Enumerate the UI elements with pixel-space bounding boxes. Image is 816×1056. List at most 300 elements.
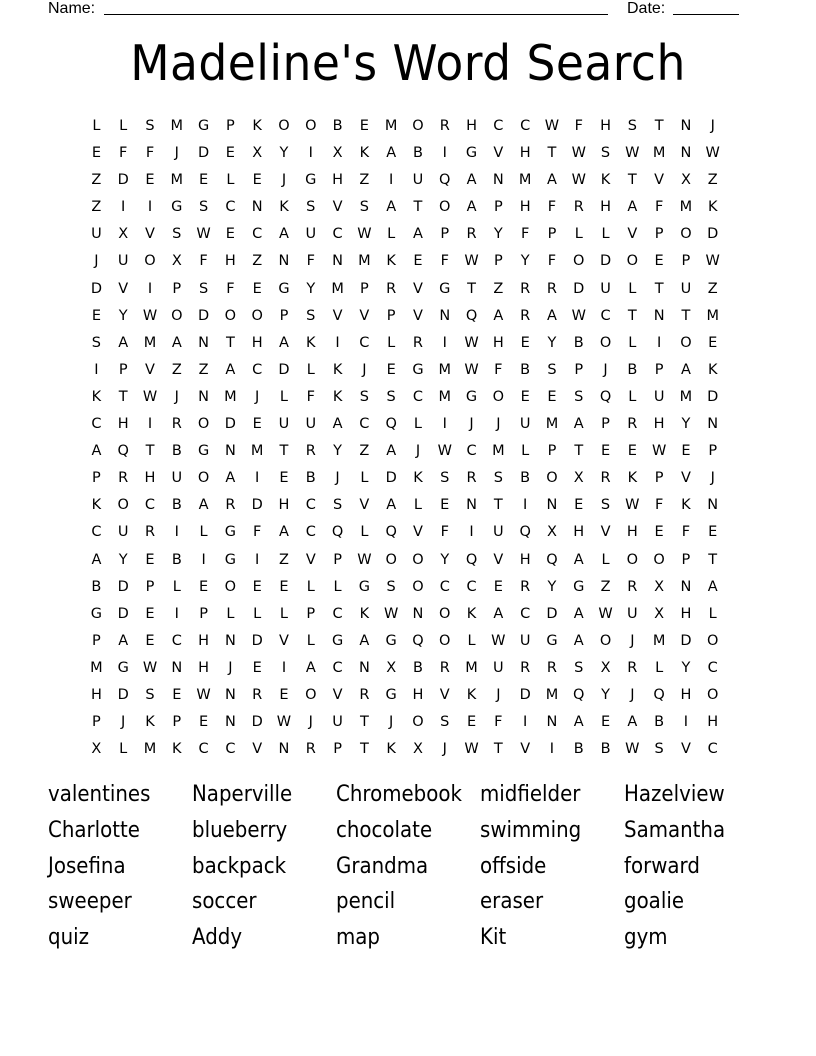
grid-letter[interactable]: J <box>255 388 260 405</box>
grid-letter[interactable]: E <box>520 388 530 405</box>
grid-letter[interactable]: X <box>171 253 182 270</box>
grid-letter[interactable]: O <box>224 307 237 324</box>
grid-letter[interactable]: C <box>707 741 718 758</box>
grid-letter[interactable]: U <box>332 714 343 731</box>
grid-letter[interactable]: I <box>389 172 394 189</box>
grid-letter[interactable]: U <box>171 470 183 487</box>
grid-letter[interactable]: Z <box>600 578 611 595</box>
grid-letter[interactable]: B <box>171 551 182 568</box>
grid-letter[interactable]: L <box>119 118 128 134</box>
grid-letter[interactable]: D <box>251 632 263 649</box>
grid-letter[interactable]: G <box>305 172 317 189</box>
grid-letter[interactable]: W <box>464 741 479 758</box>
grid-letter[interactable]: Y <box>520 253 530 270</box>
grid-letter[interactable]: P <box>92 714 101 731</box>
grid-letter[interactable]: Q <box>331 524 344 541</box>
grid-letter[interactable]: K <box>332 361 343 378</box>
grid-letter[interactable]: G <box>278 280 290 297</box>
grid-letter[interactable]: T <box>145 443 155 460</box>
grid-letter[interactable]: P <box>359 280 369 297</box>
grid-letter[interactable]: I <box>174 524 179 541</box>
grid-letter[interactable]: S <box>145 686 155 703</box>
grid-letter[interactable]: I <box>523 497 528 514</box>
grid-letter[interactable]: L <box>172 578 181 595</box>
grid-letter[interactable]: A <box>573 416 584 433</box>
grid-letter[interactable]: K <box>707 361 718 378</box>
grid-letter[interactable]: Y <box>440 551 450 568</box>
grid-letter[interactable]: H <box>144 470 156 487</box>
grid-letter[interactable]: E <box>627 443 637 460</box>
grid-letter[interactable]: C <box>332 226 343 243</box>
grid-letter[interactable]: E <box>145 605 155 622</box>
grid-letter[interactable]: U <box>519 632 531 649</box>
grid-letter[interactable]: A <box>386 497 397 514</box>
grid-letter[interactable]: L <box>628 280 637 297</box>
grid-letter[interactable]: P <box>547 443 557 460</box>
grid-letter[interactable]: M <box>170 172 184 189</box>
grid-letter[interactable]: G <box>385 686 397 703</box>
grid-letter[interactable]: O <box>385 551 397 568</box>
grid-letter[interactable]: C <box>332 605 343 622</box>
grid-letter[interactable]: Y <box>547 578 557 595</box>
grid-letter[interactable]: W <box>705 145 720 162</box>
grid-letter[interactable]: G <box>412 361 424 378</box>
grid-letter[interactable]: R <box>225 497 236 514</box>
grid-letter[interactable]: R <box>627 416 638 433</box>
grid-letter[interactable]: Z <box>359 172 370 189</box>
grid-letter[interactable]: F <box>440 253 449 270</box>
grid-letter[interactable]: V <box>332 686 343 703</box>
grid-letter[interactable]: E <box>359 118 369 134</box>
grid-letter[interactable]: J <box>281 172 287 189</box>
grid-letter[interactable]: W <box>357 551 372 568</box>
grid-letter[interactable]: A <box>386 443 397 460</box>
grid-letter[interactable]: W <box>571 172 586 189</box>
grid-letter[interactable]: S <box>386 388 396 405</box>
grid-letter[interactable]: P <box>199 605 208 622</box>
grid-letter[interactable]: H <box>600 199 611 216</box>
grid-letter[interactable]: H <box>653 416 665 433</box>
grid-letter[interactable]: L <box>467 632 476 649</box>
grid-letter[interactable]: M <box>492 443 505 460</box>
grid-letter[interactable]: B <box>573 334 584 351</box>
grid-letter[interactable]: R <box>439 118 450 134</box>
grid-letter[interactable]: R <box>412 334 423 351</box>
grid-letter[interactable]: T <box>118 388 128 405</box>
grid-letter[interactable]: E <box>91 145 101 162</box>
grid-letter[interactable]: C <box>305 497 316 514</box>
grid-letter[interactable]: W <box>276 714 292 731</box>
grid-letter[interactable]: A <box>627 199 638 216</box>
grid-letter[interactable]: U <box>600 280 611 297</box>
grid-letter[interactable]: Z <box>707 172 718 189</box>
grid-letter[interactable]: P <box>333 551 342 568</box>
grid-letter[interactable]: S <box>91 334 101 351</box>
grid-letter[interactable]: M <box>465 659 478 676</box>
grid-letter[interactable]: F <box>253 524 262 541</box>
grid-letter[interactable]: Y <box>333 443 342 460</box>
grid-letter[interactable]: D <box>251 714 263 731</box>
grid-letter[interactable]: O <box>573 253 585 270</box>
grid-letter[interactable]: R <box>305 443 316 460</box>
grid-letter[interactable]: A <box>627 714 638 731</box>
grid-letter[interactable]: R <box>118 470 129 487</box>
grid-letter[interactable]: D <box>117 686 129 703</box>
grid-letter[interactable]: P <box>386 307 396 324</box>
grid-letter[interactable]: X <box>252 145 263 162</box>
grid-letter[interactable]: S <box>574 388 584 405</box>
grid-letter[interactable]: L <box>387 226 396 243</box>
grid-letter[interactable]: T <box>467 280 476 297</box>
grid-letter[interactable]: S <box>493 470 503 487</box>
grid-letter[interactable]: P <box>493 199 503 216</box>
grid-letter[interactable]: A <box>359 632 370 649</box>
grid-letter[interactable]: D <box>599 253 612 270</box>
grid-letter[interactable]: P <box>172 280 182 297</box>
grid-letter[interactable]: V <box>680 470 691 487</box>
grid-letter[interactable]: C <box>439 578 450 595</box>
grid-letter[interactable]: S <box>198 280 209 297</box>
grid-letter[interactable]: M <box>250 443 264 460</box>
grid-letter[interactable]: Z <box>707 280 718 297</box>
grid-letter[interactable]: D <box>117 172 129 189</box>
grid-letter[interactable]: O <box>680 226 692 243</box>
grid-letter[interactable]: R <box>573 199 584 216</box>
grid-letter[interactable]: I <box>147 280 153 297</box>
grid-letter[interactable]: B <box>654 714 665 731</box>
grid-letter[interactable]: E <box>386 361 396 378</box>
grid-letter[interactable]: T <box>225 334 235 351</box>
grid-letter[interactable]: R <box>439 659 450 676</box>
grid-letter[interactable]: G <box>358 578 370 595</box>
grid-letter[interactable]: K <box>466 605 477 622</box>
grid-letter[interactable]: V <box>118 280 129 297</box>
grid-letter[interactable]: S <box>600 145 611 162</box>
grid-letter[interactable]: K <box>359 605 370 622</box>
grid-letter[interactable]: N <box>492 172 504 189</box>
grid-letter[interactable]: I <box>255 551 260 568</box>
grid-letter[interactable]: E <box>145 632 155 649</box>
grid-letter[interactable]: X <box>546 524 557 541</box>
grid-letter[interactable]: L <box>279 605 289 622</box>
grid-letter[interactable]: J <box>389 714 394 731</box>
grid-letter[interactable]: G <box>385 632 397 649</box>
grid-letter[interactable]: T <box>359 714 369 731</box>
grid-letter[interactable]: U <box>653 388 665 405</box>
grid-letter[interactable]: Q <box>465 551 478 568</box>
grid-letter[interactable]: D <box>573 280 585 297</box>
grid-letter[interactable]: P <box>654 470 664 487</box>
grid-letter[interactable]: T <box>413 199 423 216</box>
grid-letter[interactable]: R <box>386 280 397 297</box>
grid-letter[interactable]: E <box>199 714 209 731</box>
grid-letter[interactable]: J <box>710 118 715 134</box>
grid-letter[interactable]: Q <box>117 443 129 460</box>
grid-letter[interactable]: R <box>305 741 316 758</box>
grid-letter[interactable]: H <box>198 659 210 676</box>
grid-letter[interactable]: B <box>91 578 102 595</box>
grid-letter[interactable]: E <box>252 578 262 595</box>
grid-letter[interactable]: B <box>520 470 531 487</box>
grid-letter[interactable]: G <box>197 118 210 134</box>
grid-letter[interactable]: S <box>145 118 155 134</box>
grid-letter[interactable]: B <box>171 443 182 460</box>
grid-letter[interactable]: C <box>91 524 102 541</box>
grid-letter[interactable]: B <box>627 361 638 378</box>
grid-letter[interactable]: C <box>332 659 343 676</box>
grid-letter[interactable]: F <box>547 199 557 216</box>
grid-letter[interactable]: C <box>171 632 182 649</box>
grid-letter[interactable]: L <box>306 578 315 595</box>
grid-letter[interactable]: I <box>147 199 153 216</box>
grid-letter[interactable]: A <box>573 605 584 622</box>
grid-letter[interactable]: G <box>197 443 210 460</box>
grid-letter[interactable]: M <box>331 280 344 297</box>
grid-letter[interactable]: Z <box>493 280 504 297</box>
grid-letter[interactable]: E <box>600 443 611 460</box>
grid-letter[interactable]: W <box>142 307 158 324</box>
grid-letter[interactable]: P <box>654 361 664 378</box>
grid-letter[interactable]: U <box>493 659 504 676</box>
grid-letter[interactable]: E <box>600 714 611 731</box>
grid-letter[interactable]: V <box>332 307 343 324</box>
grid-letter[interactable]: H <box>466 118 477 134</box>
grid-letter[interactable]: C <box>412 388 424 405</box>
grid-letter[interactable]: T <box>627 307 637 324</box>
grid-letter[interactable]: S <box>306 199 316 216</box>
grid-letter[interactable]: G <box>465 388 478 405</box>
grid-letter[interactable]: L <box>333 578 342 595</box>
grid-letter[interactable]: C <box>144 497 156 514</box>
grid-letter[interactable]: E <box>91 307 101 324</box>
grid-letter[interactable]: Y <box>681 659 691 676</box>
grid-letter[interactable]: W <box>491 632 506 649</box>
grid-letter[interactable]: D <box>707 388 719 405</box>
grid-letter[interactable]: O <box>439 199 451 216</box>
grid-letter[interactable]: N <box>278 253 290 270</box>
grid-letter[interactable]: J <box>710 470 715 487</box>
grid-letter[interactable]: W <box>625 497 640 514</box>
grid-letter[interactable]: P <box>654 226 664 243</box>
grid-letter[interactable]: J <box>469 416 474 433</box>
grid-letter[interactable]: G <box>465 145 478 162</box>
grid-letter[interactable]: N <box>198 388 210 405</box>
grid-letter[interactable]: S <box>574 659 584 676</box>
grid-letter[interactable]: G <box>90 605 103 622</box>
grid-letter[interactable]: A <box>707 578 718 595</box>
grid-letter[interactable]: K <box>172 741 182 758</box>
grid-letter[interactable]: U <box>278 416 290 433</box>
grid-letter[interactable]: K <box>466 686 477 703</box>
grid-letter[interactable]: O <box>546 470 558 487</box>
grid-letter[interactable]: N <box>278 741 290 758</box>
date-field-line[interactable] <box>673 14 739 15</box>
grid-letter[interactable]: J <box>335 470 340 487</box>
grid-letter[interactable]: R <box>171 416 182 433</box>
grid-letter[interactable]: U <box>117 524 129 541</box>
grid-letter[interactable]: L <box>521 443 530 460</box>
grid-letter[interactable]: Z <box>359 443 370 460</box>
grid-letter[interactable]: I <box>281 659 287 676</box>
grid-letter[interactable]: I <box>469 524 474 541</box>
grid-letter[interactable]: Y <box>601 686 610 703</box>
grid-letter[interactable]: F <box>145 145 155 162</box>
grid-letter[interactable]: Y <box>493 226 503 243</box>
grid-letter[interactable]: D <box>546 605 558 622</box>
grid-letter[interactable]: I <box>442 416 447 433</box>
grid-letter[interactable]: R <box>627 578 638 595</box>
grid-letter[interactable]: E <box>574 497 584 514</box>
grid-letter[interactable]: N <box>680 118 692 134</box>
grid-letter[interactable]: W <box>437 443 452 460</box>
grid-letter[interactable]: F <box>494 361 503 378</box>
grid-letter[interactable]: N <box>439 307 451 324</box>
grid-letter[interactable]: O <box>412 578 424 595</box>
grid-letter[interactable]: L <box>253 605 262 622</box>
grid-letter[interactable]: S <box>600 497 611 514</box>
grid-letter[interactable]: E <box>708 334 718 351</box>
grid-letter[interactable]: P <box>708 443 718 460</box>
grid-letter[interactable]: T <box>547 145 557 162</box>
grid-letter[interactable]: N <box>224 686 236 703</box>
grid-letter[interactable]: Z <box>171 361 182 378</box>
grid-letter[interactable]: P <box>172 714 182 731</box>
grid-letter[interactable]: Y <box>118 307 128 324</box>
grid-letter[interactable]: N <box>412 605 424 622</box>
grid-letter[interactable]: H <box>412 686 424 703</box>
grid-letter[interactable]: E <box>252 172 262 189</box>
grid-letter[interactable]: U <box>680 280 692 297</box>
grid-letter[interactable]: T <box>493 497 503 514</box>
grid-letter[interactable]: K <box>332 388 343 405</box>
grid-letter[interactable]: Q <box>519 524 531 541</box>
grid-letter[interactable]: L <box>601 551 610 568</box>
grid-letter[interactable]: D <box>519 686 531 703</box>
grid-letter[interactable]: D <box>251 497 263 514</box>
grid-letter[interactable]: I <box>94 361 99 378</box>
grid-letter[interactable]: O <box>412 118 424 134</box>
grid-letter[interactable]: O <box>599 334 612 351</box>
grid-letter[interactable]: R <box>546 659 557 676</box>
grid-letter[interactable]: T <box>654 280 664 297</box>
grid-letter[interactable]: S <box>198 199 209 216</box>
grid-letter[interactable]: L <box>306 632 315 649</box>
grid-letter[interactable]: P <box>440 226 450 243</box>
grid-letter[interactable]: A <box>279 334 289 351</box>
grid-letter[interactable]: E <box>708 524 718 541</box>
grid-letter[interactable]: F <box>574 118 583 134</box>
grid-letter[interactable]: O <box>197 416 210 433</box>
grid-letter[interactable]: P <box>547 226 557 243</box>
grid-letter[interactable]: D <box>224 416 236 433</box>
grid-letter[interactable]: C <box>493 118 504 134</box>
grid-letter[interactable]: E <box>440 497 450 514</box>
grid-letter[interactable]: W <box>625 741 640 758</box>
grid-letter[interactable]: S <box>654 741 664 758</box>
grid-letter[interactable]: O <box>439 605 451 622</box>
grid-letter[interactable]: V <box>493 551 504 568</box>
grid-letter[interactable]: J <box>415 443 421 460</box>
grid-letter[interactable]: O <box>224 578 237 595</box>
grid-letter[interactable]: X <box>654 578 665 595</box>
grid-letter[interactable]: N <box>653 307 665 324</box>
grid-letter[interactable]: L <box>279 388 289 405</box>
grid-letter[interactable]: I <box>174 605 179 622</box>
grid-letter[interactable]: O <box>707 686 719 703</box>
grid-letter[interactable]: N <box>546 497 558 514</box>
grid-letter[interactable]: K <box>306 334 316 351</box>
grid-letter[interactable]: P <box>118 361 128 378</box>
grid-letter[interactable]: V <box>332 199 343 216</box>
grid-letter[interactable]: Y <box>306 280 316 297</box>
grid-letter[interactable]: R <box>520 280 531 297</box>
grid-letter[interactable]: M <box>545 686 559 703</box>
grid-letter[interactable]: N <box>707 497 719 514</box>
grid-letter[interactable]: L <box>574 226 583 243</box>
grid-letter[interactable]: A <box>305 659 316 676</box>
grid-letter[interactable]: W <box>383 605 399 622</box>
grid-letter[interactable]: Q <box>599 388 612 405</box>
grid-letter[interactable]: M <box>384 118 398 134</box>
grid-letter[interactable]: K <box>359 145 370 162</box>
grid-letter[interactable]: N <box>224 714 236 731</box>
grid-letter[interactable]: M <box>438 388 452 405</box>
grid-letter[interactable]: T <box>574 443 584 460</box>
name-field-line[interactable] <box>104 14 608 15</box>
grid-letter[interactable]: K <box>627 470 638 487</box>
grid-letter[interactable]: F <box>654 497 664 514</box>
grid-letter[interactable]: O <box>626 253 639 270</box>
grid-letter[interactable]: A <box>225 470 236 487</box>
grid-letter[interactable]: O <box>680 334 692 351</box>
grid-letter[interactable]: T <box>493 741 503 758</box>
grid-letter[interactable]: D <box>198 307 210 324</box>
grid-letter[interactable]: N <box>707 416 719 433</box>
grid-letter[interactable]: C <box>225 199 236 216</box>
grid-letter[interactable]: N <box>466 497 477 514</box>
grid-letter[interactable]: N <box>224 443 236 460</box>
grid-letter[interactable]: O <box>144 253 156 270</box>
grid-letter[interactable]: G <box>331 632 344 649</box>
grid-letter[interactable]: E <box>145 551 155 568</box>
grid-letter[interactable]: W <box>464 361 479 378</box>
grid-letter[interactable]: R <box>252 686 263 703</box>
grid-letter[interactable]: C <box>600 307 611 324</box>
grid-letter[interactable]: A <box>91 551 102 568</box>
grid-letter[interactable]: O <box>251 307 263 324</box>
grid-letter[interactable]: E <box>681 443 691 460</box>
grid-letter[interactable]: Z <box>252 253 263 270</box>
grid-letter[interactable]: E <box>654 253 664 270</box>
grid-letter[interactable]: W <box>142 388 158 405</box>
grid-letter[interactable]: X <box>91 741 102 758</box>
grid-letter[interactable]: V <box>145 361 155 378</box>
grid-letter[interactable]: K <box>707 199 718 216</box>
grid-letter[interactable]: U <box>117 253 129 270</box>
grid-letter[interactable]: E <box>145 172 155 189</box>
grid-letter[interactable]: Y <box>118 551 128 568</box>
grid-letter[interactable]: L <box>628 334 637 351</box>
grid-letter[interactable]: S <box>440 714 450 731</box>
grid-letter[interactable]: A <box>413 226 423 243</box>
grid-letter[interactable]: S <box>306 307 316 324</box>
grid-letter[interactable]: D <box>680 632 692 649</box>
grid-letter[interactable]: L <box>92 118 101 134</box>
grid-letter[interactable]: J <box>121 714 126 731</box>
grid-letter[interactable]: B <box>305 470 316 487</box>
grid-letter[interactable]: D <box>385 470 397 487</box>
grid-letter[interactable]: O <box>171 307 183 324</box>
